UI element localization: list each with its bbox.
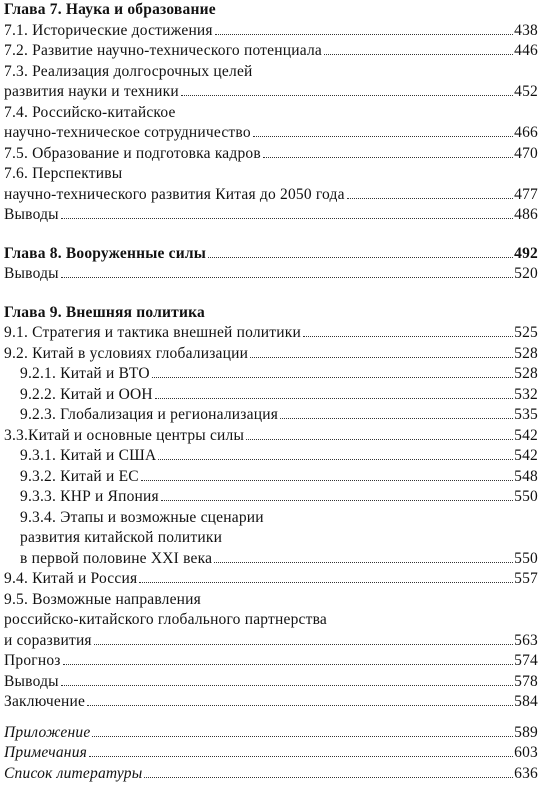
toc-page-number: 578 (514, 672, 538, 690)
toc-entry-title: развития китайской политики (20, 529, 223, 546)
toc-page-number: 636 (514, 764, 538, 782)
toc-page-number: 550 (514, 549, 538, 567)
toc-entry-title: 7.5. Образование и подготовка кадров (4, 144, 261, 162)
toc-entry[interactable] (4, 385, 538, 406)
toc-entry-title: 7.3. Реализация долгосрочных целей (4, 62, 253, 80)
toc-chapter-heading[interactable] (4, 303, 538, 324)
toc-entry[interactable] (4, 264, 538, 285)
toc-entry[interactable] (4, 508, 538, 529)
toc-page-number: 492 (514, 244, 538, 262)
toc-entry[interactable] (4, 323, 538, 344)
toc-entry[interactable] (4, 344, 538, 365)
dot-leader (161, 500, 513, 501)
dot-leader (155, 398, 513, 399)
section-spacer (4, 285, 538, 303)
toc-entry[interactable] (4, 62, 538, 83)
dot-leader (215, 34, 513, 35)
toc-entry[interactable] (4, 82, 538, 103)
toc-entry[interactable] (4, 549, 538, 570)
toc-entry-title: Глава 9. Внешняя политика (4, 303, 205, 321)
toc-entry[interactable] (4, 651, 538, 672)
dot-leader (250, 357, 513, 358)
dot-leader (208, 257, 513, 258)
toc-entry[interactable] (4, 610, 538, 631)
toc-entry-title: и соразвития (4, 631, 92, 649)
toc-section (4, 723, 538, 785)
toc-entry-title: 9.3.3. КНР и Япония (20, 488, 159, 505)
toc-page-number: 548 (514, 467, 538, 485)
toc-entry[interactable] (4, 631, 538, 652)
toc-entry-title: 9.1. Стратегия и тактика внешней политики (4, 324, 301, 341)
toc-page-number: 452 (514, 83, 538, 100)
toc-entry[interactable] (4, 144, 538, 165)
toc-page-number: 486 (514, 206, 538, 223)
dot-leader (152, 377, 513, 378)
toc-page-number: 542 (514, 426, 538, 444)
toc-page-number: 563 (514, 631, 538, 649)
toc-entry-title: 7.2. Развитие научно-технического потенциала (4, 42, 322, 59)
toc-entry-title: 9.3.2. Китай и ЕС (20, 467, 139, 485)
toc-entry-title: в первой половине XXI века (20, 549, 213, 567)
toc-entry[interactable] (4, 21, 538, 42)
toc-page-number: 542 (514, 447, 538, 464)
toc-entry-title: 7.1. Исторические достижения (4, 21, 213, 39)
toc-page-number: 466 (514, 124, 538, 141)
toc-entry-title: Прогноз (4, 652, 61, 669)
toc-entry[interactable] (4, 185, 538, 206)
toc-entry-title: 9.4. Китай и Россия (4, 570, 138, 587)
toc-page-number: 550 (514, 488, 538, 505)
toc-page-number: 532 (514, 385, 538, 403)
toc-entry-title: Выводы (4, 672, 59, 690)
toc-entry-title: Заключение (4, 693, 86, 710)
dot-leader (181, 95, 513, 96)
toc-chapter-heading[interactable] (4, 0, 538, 21)
toc-entry[interactable] (4, 764, 538, 785)
toc-entry[interactable] (4, 205, 538, 226)
toc-page-number: 535 (514, 406, 538, 423)
dot-leader (94, 644, 513, 645)
toc-page-number: 557 (514, 570, 538, 587)
toc-entry-title: 7.6. Перспективы (4, 165, 123, 182)
toc-entry[interactable] (4, 405, 538, 426)
dot-leader (61, 277, 513, 278)
toc-entry-title: Глава 7. Наука и образование (4, 1, 216, 18)
dot-leader (141, 480, 513, 481)
dot-leader (61, 685, 513, 686)
toc-entry-title: Примечания (4, 744, 88, 761)
toc-page-number: 584 (514, 693, 538, 710)
toc-page-number: 470 (514, 144, 538, 162)
dot-leader (324, 54, 513, 55)
section-spacer (4, 226, 538, 244)
toc-page-number: 477 (514, 185, 538, 203)
toc-entry-title: 9.2. Китай в условиях глобализации (4, 344, 249, 362)
toc-entry[interactable] (4, 672, 538, 693)
toc-page-number: 446 (514, 42, 538, 59)
dot-leader (214, 562, 513, 563)
toc-entry-title: развития науки и техники (4, 83, 179, 100)
toc-section (4, 0, 538, 226)
dot-leader (263, 157, 513, 158)
toc-entry-title: 9.2.3. Глобализация и регионализация (20, 406, 279, 423)
toc-entry-title: 9.3.1. Китай и США (20, 447, 157, 464)
toc-entry[interactable] (4, 723, 538, 744)
toc-entry-title: Приложение (4, 723, 91, 741)
toc-entry[interactable] (4, 590, 538, 611)
toc-section (4, 303, 538, 713)
toc-entry[interactable] (4, 446, 538, 467)
toc-page-number: 438 (514, 21, 538, 39)
toc-entry-title: Выводы (4, 265, 59, 282)
toc-entry-title: 9.2.1. Китай и ВТО (20, 365, 150, 382)
dot-leader (92, 736, 513, 737)
toc-page-number: 528 (514, 365, 538, 382)
toc-entry-title: 3.3.Китай и основные центры силы (4, 426, 245, 444)
toc-entry-title: научно-технического развития Китая до 2050 года (4, 185, 345, 203)
toc-entry-title: 7.4. Российско-китайское (4, 103, 176, 121)
toc-entry[interactable] (4, 164, 538, 185)
dot-leader (303, 336, 513, 337)
toc-entry-title: Глава 8. Вооруженные силы (4, 244, 207, 262)
dot-leader (246, 439, 513, 440)
dot-leader (89, 756, 513, 757)
toc-page-number: 528 (514, 344, 538, 362)
toc-page-number: 603 (514, 744, 538, 761)
dot-leader (280, 418, 513, 419)
toc-entry-title: 9.2.2. Китай и ООН (20, 385, 153, 403)
toc-page-number: 589 (514, 723, 538, 741)
toc-entry-title: научно-техническое сотрудничество (4, 124, 251, 141)
toc-chapter-heading[interactable] (4, 244, 538, 265)
dot-leader (87, 705, 513, 706)
toc-entry[interactable] (4, 743, 538, 764)
toc-section (4, 244, 538, 285)
toc-entry[interactable] (4, 426, 538, 447)
toc-entry-title: Список литературы (4, 764, 143, 782)
toc-entry-title: 9.3.4. Этапы и возможные сценарии (20, 508, 264, 526)
dot-leader (139, 582, 513, 583)
dot-leader (253, 136, 513, 137)
toc-entry-title: 9.5. Возможные направления (4, 590, 202, 608)
toc-entry[interactable] (4, 103, 538, 124)
section-spacer (4, 713, 538, 723)
dot-leader (144, 777, 513, 778)
toc-entry-title: Выводы (4, 206, 59, 223)
table-of-contents (4, 0, 538, 784)
dot-leader (347, 198, 513, 199)
dot-leader (158, 459, 513, 460)
toc-entry-title: российско-китайского глобального партнерства (4, 611, 327, 628)
toc-entry[interactable] (4, 123, 538, 144)
toc-page-number: 525 (514, 324, 538, 341)
toc-entry[interactable] (4, 692, 538, 713)
toc-entry[interactable] (4, 467, 538, 488)
toc-entry[interactable] (4, 487, 538, 508)
toc-page-number: 574 (514, 652, 538, 669)
toc-entry[interactable] (4, 528, 538, 549)
toc-entry[interactable] (4, 41, 538, 62)
toc-entry[interactable] (4, 364, 538, 385)
dot-leader (61, 218, 513, 219)
toc-entry[interactable] (4, 569, 538, 590)
dot-leader (63, 664, 514, 665)
toc-page-number: 520 (514, 265, 538, 282)
